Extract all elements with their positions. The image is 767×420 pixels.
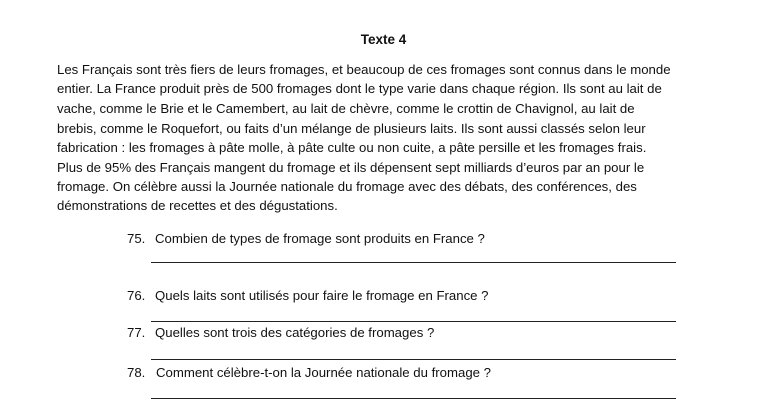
answer-line[interactable] [151, 262, 676, 263]
passage-line: démonstrations de recettes et des dégustations. [57, 198, 338, 213]
question-number: 77. [127, 325, 146, 340]
passage-line: vache, comme le Brie et le Camembert, au lait de chèvre, comme le crottin de Chavignol, au lait de [57, 101, 635, 116]
passage-line: brebis, comme le Roquefort, ou faits d’un mélange de plusieurs laits. Ils sont aussi classés selon leur [57, 121, 646, 136]
question-text: Combien de types de fromage sont produits en France ? [155, 231, 485, 246]
passage-line: entier. La France produit près de 500 fromages dont le type varie dans chaque région. Ils sont au lait de [57, 81, 662, 96]
passage-line: fabrication : les fromages à pâte molle, à pâte culte ou non cuite, a pâte persille et les fromages frais. [57, 140, 647, 155]
passage-line: fromage. On célèbre aussi la Journée nationale du fromage avec des débats, des conférences, des [57, 179, 637, 194]
answer-line[interactable] [151, 398, 676, 399]
answer-line[interactable] [151, 359, 676, 360]
question-text: Quelles sont trois des catégories de fromages ? [155, 325, 435, 340]
question-number: 76. [127, 288, 146, 303]
passage-line: Les Français sont très fiers de leurs fromages, et beaucoup de ces fromages sont connus dans le monde [57, 62, 671, 77]
answer-line[interactable] [151, 321, 676, 322]
passage-line: Plus de 95% des Français mangent du fromage et ils dépensent sept milliards d’euros par an pour le [57, 160, 645, 175]
question-text: Comment célèbre-t-on la Journée nationale du fromage ? [156, 365, 492, 380]
document-title: Texte 4 [360, 32, 407, 47]
question-number: 78. [127, 365, 146, 380]
question-text: Quels laits sont utilisés pour faire le fromage en France ? [155, 288, 489, 303]
question-number: 75. [127, 231, 146, 246]
